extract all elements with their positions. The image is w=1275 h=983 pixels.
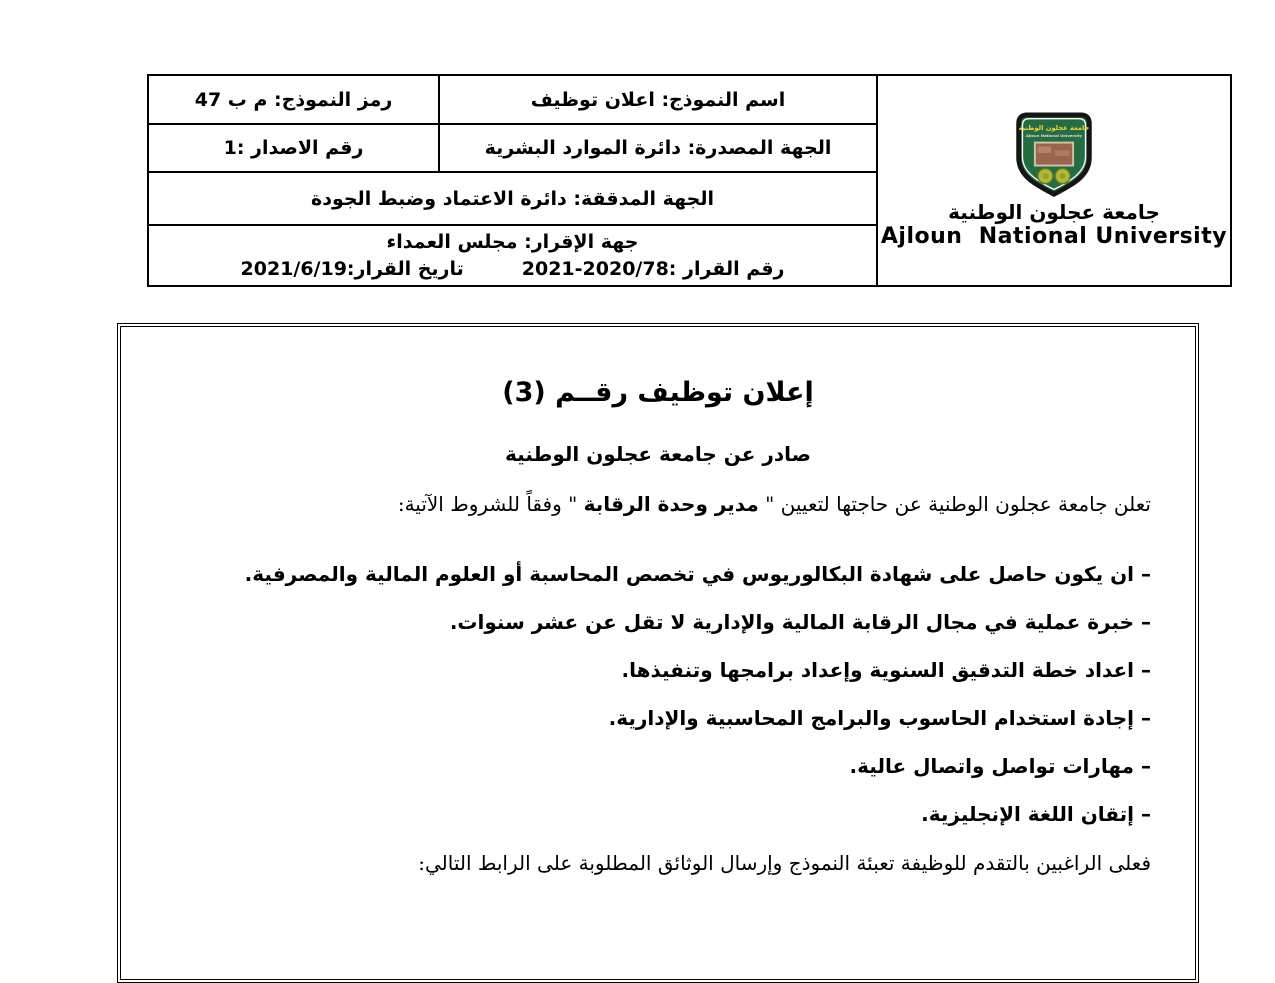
condition-text: ان يكون حاصل على شهادة البكالوريوس في تخصص المحاسبة أو العلوم المالية والمصرفية. <box>244 562 1135 586</box>
closing-paragraph: فعلى الراغبين بالتقدم للوظيفة تعبئة النموذج وإرسال الوثائق المطلوبة على الرابط التالي: <box>418 851 1151 875</box>
decision-date-label: تاريخ القرار: <box>346 257 464 280</box>
intro-after: " وفقاً للشروط الآتية: <box>397 492 584 516</box>
bullet-dash: – <box>1141 802 1151 826</box>
condition-text: مهارات تواصل واتصال عالية. <box>849 754 1135 778</box>
bullet-dash: – <box>1141 754 1151 778</box>
intro-paragraph <box>165 492 1151 516</box>
university-shield-logo-icon <box>1006 112 1102 198</box>
university-logo-cell <box>877 75 1231 286</box>
logo-band-text-en: Ajloun National University <box>1025 132 1083 138</box>
decision-date-value: 2021/6/19 <box>240 257 347 280</box>
condition-text: اعداد خطة التدقيق السنوية وإعداد برامجها وتنفيذها. <box>621 658 1135 682</box>
form-name-cell: اسم النموذج: اعلان توظيف <box>439 75 877 124</box>
condition-text: إتقان اللغة الإنجليزية. <box>921 802 1135 826</box>
approval-cell <box>148 225 877 286</box>
bullet-dash: – <box>1141 658 1151 682</box>
decision-line <box>153 256 872 283</box>
header-table <box>147 74 1232 287</box>
conditions-list <box>165 550 1151 838</box>
condition-item <box>165 742 1151 790</box>
job-title: مدير وحدة الرقابة <box>583 492 759 516</box>
decision-number-value: 2021-2020/78 <box>521 257 669 280</box>
intro-before: تعلن جامعة عجلون الوطنية عن حاجتها لتعيين " <box>758 492 1151 516</box>
university-name-arabic: جامعة عجلون الوطنية <box>948 200 1160 224</box>
bullet-dash: – <box>1141 610 1151 634</box>
logo-band-text-ar: جامعة عجلون الوطنية <box>1018 124 1090 133</box>
issue-number-cell: رقم الاصدار :1 <box>148 124 439 172</box>
condition-item <box>165 646 1151 694</box>
announcement-title: إعلان توظيف رقــم (3) <box>502 377 814 408</box>
announcement-body-box <box>117 323 1199 983</box>
audit-dept-cell: الجهة المدققة: دائرة الاعتماد وضبط الجودة <box>148 172 877 225</box>
issuing-dept-cell: الجهة المصدرة: دائرة الموارد البشرية <box>439 124 877 172</box>
condition-text: إجادة استخدام الحاسوب والبرامج المحاسبية والإدارية. <box>608 706 1135 730</box>
announcement-subtitle: صادر عن جامعة عجلون الوطنية <box>505 442 811 466</box>
bullet-dash: – <box>1141 562 1151 586</box>
decision-number-label: رقم القرار : <box>668 257 785 280</box>
condition-item <box>165 550 1151 598</box>
condition-text: خبرة عملية في مجال الرقابة المالية والإدارية لا تقل عن عشر سنوات. <box>449 610 1135 634</box>
condition-item <box>165 694 1151 742</box>
condition-item <box>165 598 1151 646</box>
condition-item <box>165 790 1151 838</box>
approval-entity-line: جهة الإقرار: مجلس العمداء <box>386 230 639 253</box>
form-code-cell: رمز النموذج: م ب 47 <box>148 75 439 124</box>
university-name-english: Ajloun National University <box>880 224 1228 249</box>
bullet-dash: – <box>1141 706 1151 730</box>
